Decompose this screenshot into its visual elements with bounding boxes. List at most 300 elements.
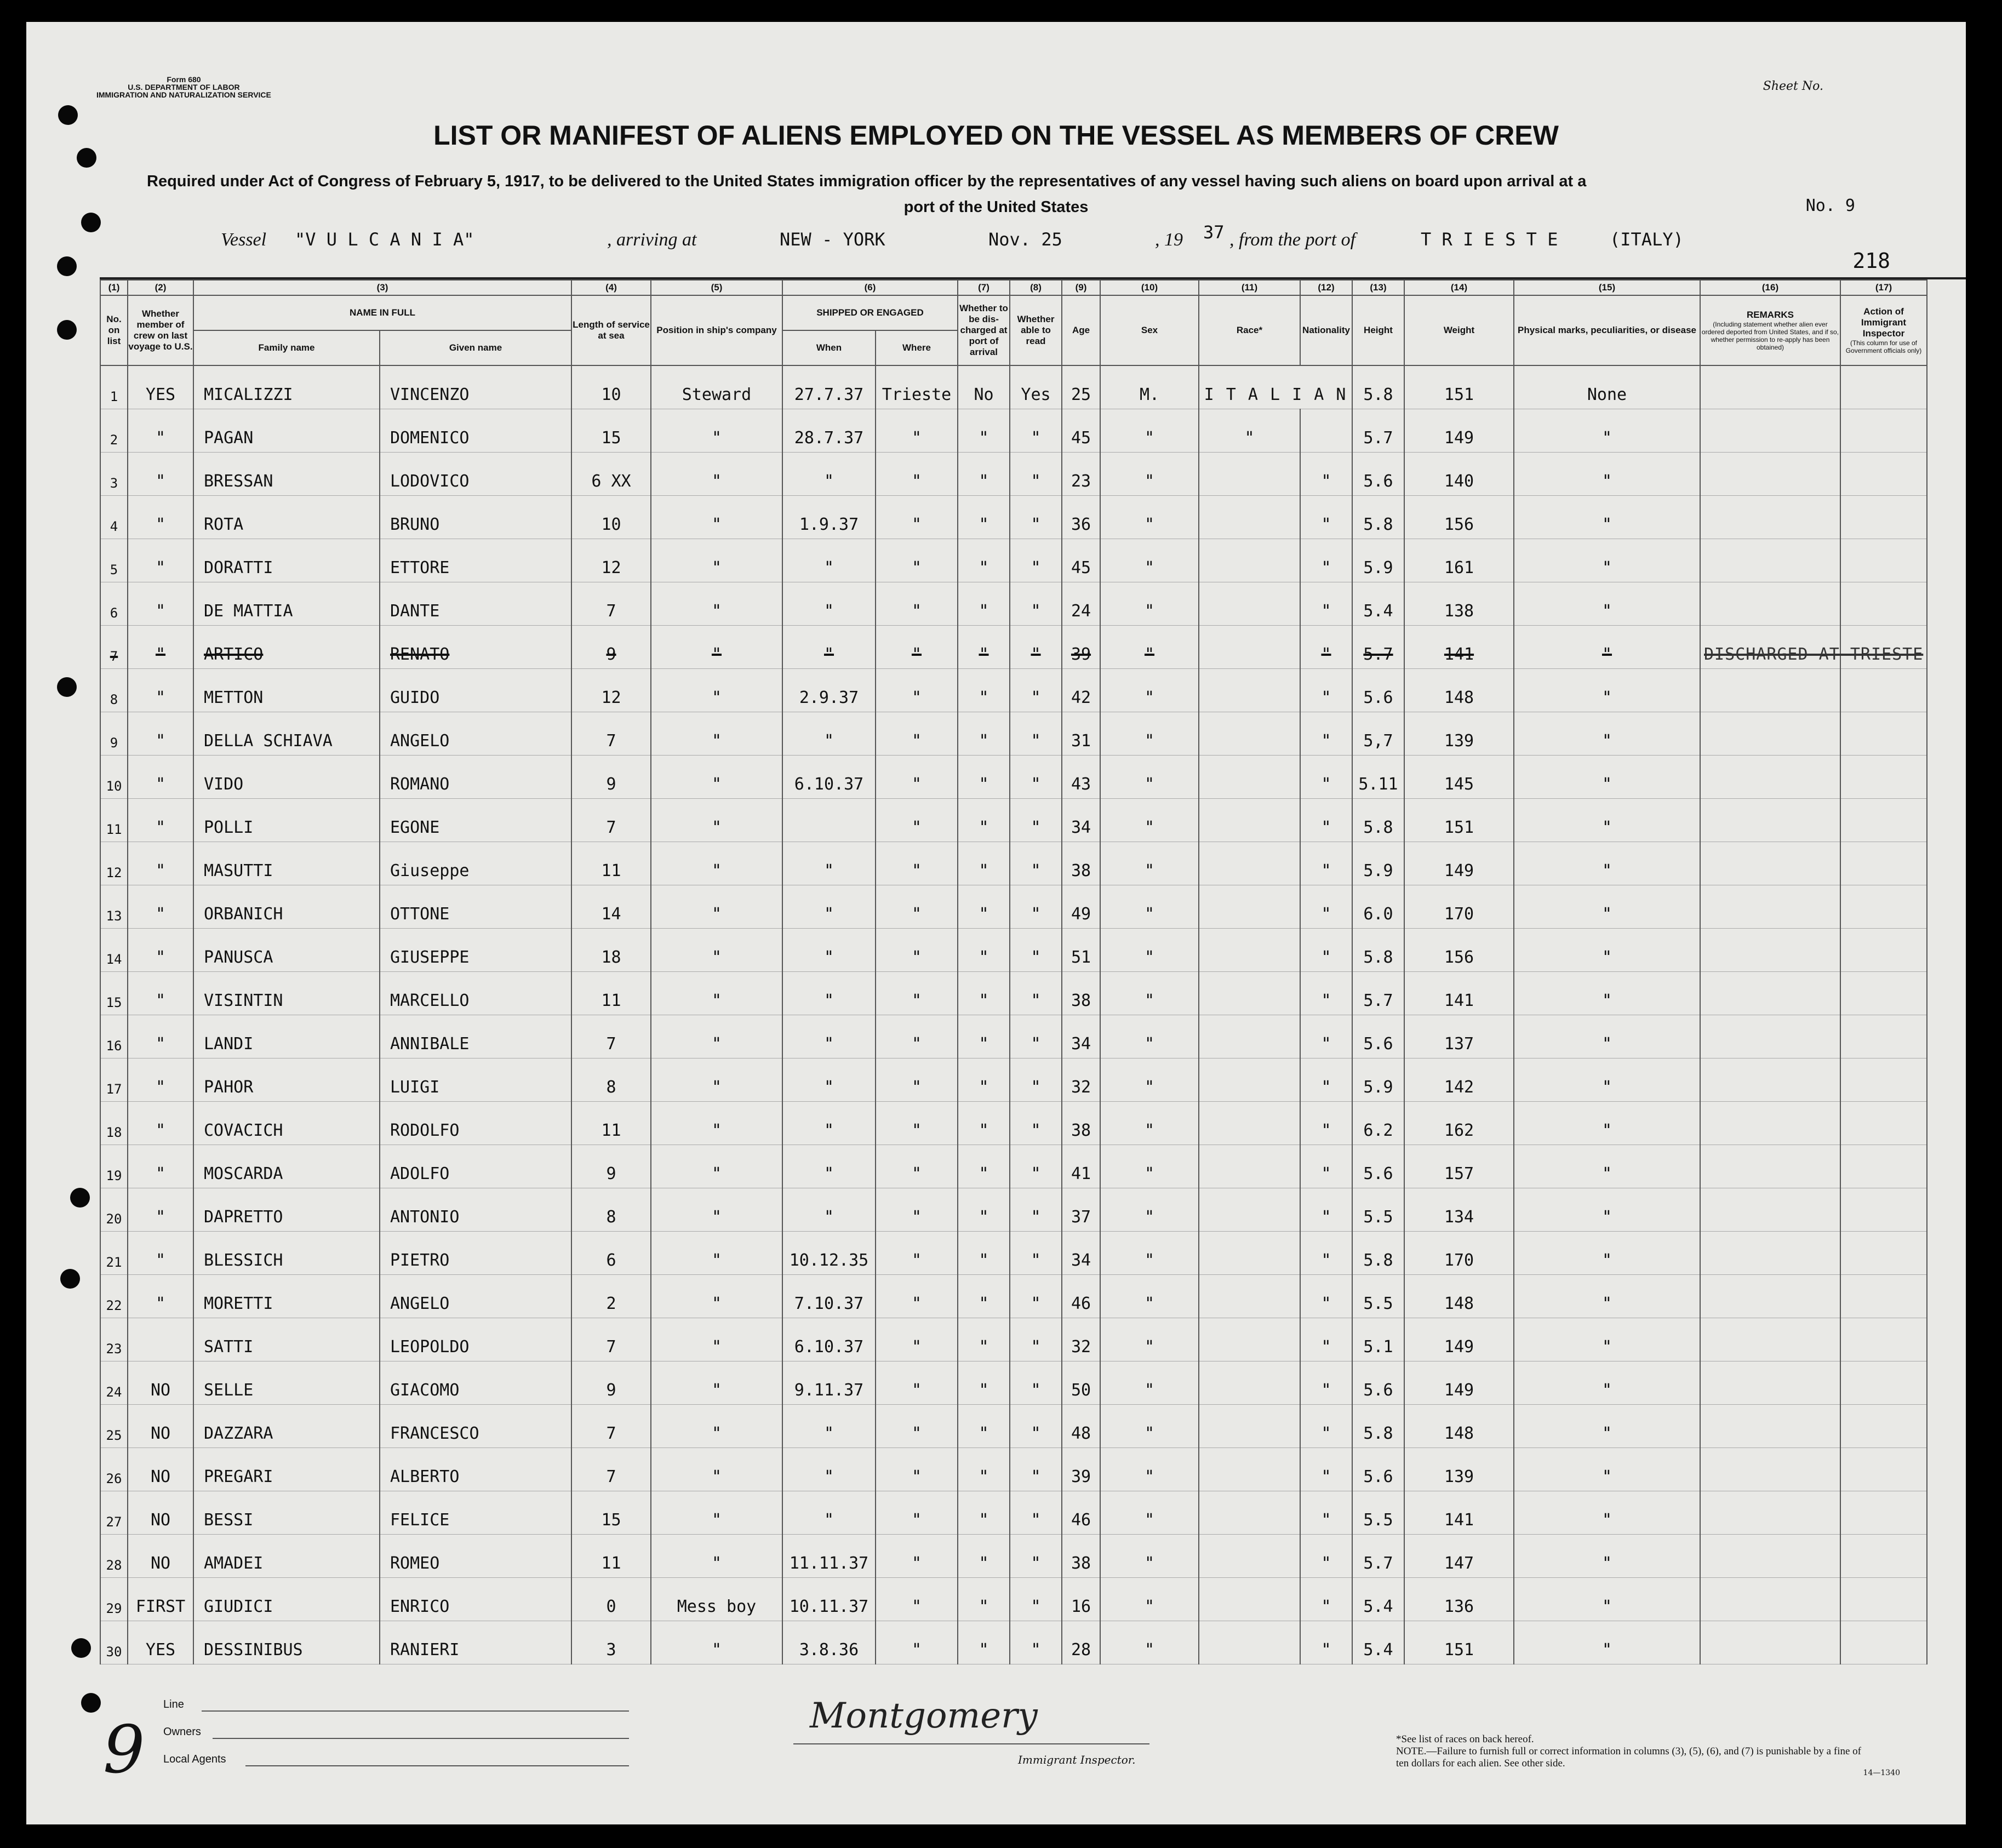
cell-position: " [651, 1015, 782, 1059]
cell-able-to-read: " [1010, 885, 1062, 929]
cell-sex: " [1100, 1318, 1199, 1361]
col-given-name: Given name [380, 330, 571, 365]
cell-physical-marks: " [1514, 1275, 1700, 1318]
cell-position: " [651, 1448, 782, 1491]
cell-previous-voyage: NO [128, 1491, 193, 1535]
cell-shipped-where: " [876, 1448, 958, 1491]
cell-position: " [651, 539, 782, 582]
cell-height: 5.7 [1352, 1535, 1404, 1578]
cell-weight: 151 [1404, 799, 1514, 842]
cell-given-name: FELICE [380, 1491, 571, 1535]
cell-position: " [651, 409, 782, 453]
cell-family-name: MICALIZZI [193, 365, 380, 409]
cell-position: " [651, 929, 782, 972]
cell-shipped-when: " [782, 1145, 876, 1188]
cell-race [1199, 669, 1300, 712]
col-sex: Sex [1100, 295, 1199, 365]
cell-family-name: PAHOR [193, 1059, 380, 1102]
cell-position: " [651, 1059, 782, 1102]
cell-discharged: " [958, 799, 1010, 842]
cell-height: 5.6 [1352, 669, 1404, 712]
cell-previous-voyage: NO [128, 1535, 193, 1578]
cell-inspector-action [1840, 1102, 1927, 1145]
cell-service-length: 7 [571, 1318, 651, 1361]
cell-discharged: " [958, 409, 1010, 453]
cell-shipped-where: Trieste [876, 365, 958, 409]
binder-hole [57, 320, 77, 340]
cell-nationality: " [1300, 669, 1352, 712]
cell-able-to-read: " [1010, 1405, 1062, 1448]
cell-able-to-read: " [1010, 1232, 1062, 1275]
cell-previous-voyage: " [128, 669, 193, 712]
cell-able-to-read: " [1010, 1188, 1062, 1232]
col-nationality: Nationality [1300, 295, 1352, 365]
cell-inspector-action [1840, 1145, 1927, 1188]
cell-inspector-action [1840, 539, 1927, 582]
cell-nationality: " [1300, 1448, 1352, 1491]
cell-remarks [1700, 972, 1840, 1015]
cell-physical-marks: " [1514, 1059, 1700, 1102]
cell-weight: 139 [1404, 1448, 1514, 1491]
cell-able-to-read: " [1010, 669, 1062, 712]
department: U.S. DEPARTMENT OF LABOR [128, 83, 240, 91]
cell-previous-voyage: " [128, 799, 193, 842]
cell-remarks [1700, 842, 1840, 885]
cell-height: 5.8 [1352, 365, 1404, 409]
cell-family-name: VISINTIN [193, 972, 380, 1015]
remarks-label: REMARKS [1747, 310, 1794, 320]
cell-able-to-read: " [1010, 929, 1062, 972]
binder-hole [57, 256, 77, 276]
cell-inspector-action [1840, 842, 1927, 885]
cell-able-to-read: " [1010, 1621, 1062, 1664]
cell-service-length: 18 [571, 929, 651, 972]
cell-physical-marks: " [1514, 626, 1700, 669]
cell-discharged: " [958, 1059, 1010, 1102]
cell-service-length: 7 [571, 799, 651, 842]
cell-row-number: 3 [100, 453, 128, 496]
cell-sex: " [1100, 582, 1199, 626]
cell-service-length: 11 [571, 1535, 651, 1578]
cell-height: 5.6 [1352, 1448, 1404, 1491]
cell-sex: " [1100, 1059, 1199, 1102]
cell-nationality: " [1300, 626, 1352, 669]
cell-height: 5.5 [1352, 1491, 1404, 1535]
cell-discharged: " [958, 453, 1010, 496]
cell-sex: " [1100, 1361, 1199, 1405]
cell-inspector-action [1840, 885, 1927, 929]
cell-able-to-read: " [1010, 496, 1062, 539]
cell-physical-marks: " [1514, 1015, 1700, 1059]
cell-row-number: 7 [100, 626, 128, 669]
col-age: Age [1062, 295, 1100, 365]
cell-sex: " [1100, 453, 1199, 496]
arriving-port: NEW - YORK [780, 229, 885, 250]
cell-service-length: 10 [571, 496, 651, 539]
cell-race [1199, 756, 1300, 799]
cell-discharged: " [958, 1491, 1010, 1535]
cell-discharged: " [958, 582, 1010, 626]
cell-service-length: 3 [571, 1621, 651, 1664]
cell-family-name: MOSCARDA [193, 1145, 380, 1188]
col-service-length: Length of service at sea [571, 295, 651, 365]
cell-shipped-when: " [782, 539, 876, 582]
cell-able-to-read: " [1010, 972, 1062, 1015]
local-agents-label: Local Agents [163, 1753, 226, 1765]
cell-family-name: LANDI [193, 1015, 380, 1059]
cell-shipped-when: " [782, 972, 876, 1015]
cell-inspector-action [1840, 582, 1927, 626]
cell-able-to-read: " [1010, 1275, 1062, 1318]
cell-sex: " [1100, 539, 1199, 582]
cell-race [1199, 582, 1300, 626]
cell-discharged: " [958, 1621, 1010, 1664]
cell-inspector-action [1840, 1015, 1927, 1059]
cell-service-length: 9 [571, 1145, 651, 1188]
cell-discharged: " [958, 1188, 1010, 1232]
cell-age: 39 [1062, 1448, 1100, 1491]
cell-height: 5.11 [1352, 756, 1404, 799]
cell-previous-voyage: " [128, 842, 193, 885]
cell-age: 25 [1062, 365, 1100, 409]
cell-shipped-when: 2.9.37 [782, 669, 876, 712]
cell-weight: 151 [1404, 1621, 1514, 1664]
cell-remarks [1700, 409, 1840, 453]
cell-height: 5.8 [1352, 929, 1404, 972]
cell-shipped-when: " [782, 1405, 876, 1448]
cell-row-number: 13 [100, 885, 128, 929]
cell-discharged: " [958, 972, 1010, 1015]
cell-discharged: " [958, 929, 1010, 972]
cell-family-name: DE MATTIA [193, 582, 380, 626]
cell-inspector-action [1840, 799, 1927, 842]
table-row [100, 972, 1927, 1015]
table-row [100, 453, 1927, 496]
cell-age: 46 [1062, 1491, 1100, 1535]
cell-age: 42 [1062, 669, 1100, 712]
cell-service-length: 15 [571, 1491, 651, 1535]
cell-previous-voyage: " [128, 1145, 193, 1188]
table-row [100, 365, 1927, 409]
cell-age: 38 [1062, 1102, 1100, 1145]
col-position: Position in ship's company [651, 295, 782, 365]
cell-sex: " [1100, 1578, 1199, 1621]
cell-shipped-when: 7.10.37 [782, 1275, 876, 1318]
subtitle-line-2: port of the United States [903, 198, 1089, 216]
cell-previous-voyage: " [128, 539, 193, 582]
cell-weight: 162 [1404, 1102, 1514, 1145]
cell-sex: " [1100, 409, 1199, 453]
cell-nationality: " [1300, 582, 1352, 626]
cell-physical-marks: " [1514, 496, 1700, 539]
from-label: , from the port of [1229, 230, 1356, 250]
manifest-sheet [26, 22, 1966, 1824]
cell-position: " [651, 1188, 782, 1232]
col-height: Height [1352, 295, 1404, 365]
col-15-number: (15) [1514, 280, 1700, 295]
cell-sex: " [1100, 1188, 1199, 1232]
cell-row-number: 1 [100, 365, 128, 409]
cell-family-name: DESSINIBUS [193, 1621, 380, 1664]
cell-race [1199, 539, 1300, 582]
cell-row-number: 24 [100, 1361, 128, 1405]
cell-given-name: GIUSEPPE [380, 929, 571, 972]
cell-discharged: " [958, 539, 1010, 582]
cell-given-name: LUIGI [380, 1059, 571, 1102]
cell-race [1199, 1015, 1300, 1059]
cell-previous-voyage: " [128, 756, 193, 799]
cell-discharged: " [958, 885, 1010, 929]
cell-height: 5.6 [1352, 1145, 1404, 1188]
binder-hole [57, 677, 77, 697]
cell-service-length: 9 [571, 756, 651, 799]
cell-position: " [651, 1275, 782, 1318]
cell-age: 46 [1062, 1275, 1100, 1318]
cell-remarks [1700, 1535, 1840, 1578]
cell-age: 16 [1062, 1578, 1100, 1621]
form-code: 14—1340 [1863, 1769, 1900, 1777]
cell-position: " [651, 1361, 782, 1405]
cell-race [1199, 1232, 1300, 1275]
col-13-number: (13) [1352, 280, 1404, 295]
cell-able-to-read: " [1010, 1535, 1062, 1578]
line-label: Line [163, 1698, 184, 1710]
cell-family-name: COVACICH [193, 1102, 380, 1145]
cell-shipped-when [782, 799, 876, 842]
cell-race: " [1199, 409, 1300, 453]
cell-height: 5.4 [1352, 1621, 1404, 1664]
cell-physical-marks: " [1514, 1448, 1700, 1491]
cell-weight: 139 [1404, 712, 1514, 756]
cell-given-name: FRANCESCO [380, 1405, 571, 1448]
cell-weight: 138 [1404, 582, 1514, 626]
cell-nationality: " [1300, 756, 1352, 799]
cell-nationality: " [1300, 1621, 1352, 1664]
cell-row-number: 19 [100, 1145, 128, 1188]
cell-physical-marks: " [1514, 799, 1700, 842]
cell-given-name: ALBERTO [380, 1448, 571, 1491]
cell-shipped-when: " [782, 1188, 876, 1232]
cell-inspector-action [1840, 1405, 1927, 1448]
cell-remarks [1700, 1188, 1840, 1232]
inspector-signature: Montgomery [810, 1696, 1038, 1736]
cell-sex: " [1100, 1535, 1199, 1578]
cell-row-number: 14 [100, 929, 128, 972]
cell-position: " [651, 1621, 782, 1664]
cell-weight: 161 [1404, 539, 1514, 582]
from-country: (ITALY) [1610, 229, 1684, 250]
cell-given-name: ROMANO [380, 756, 571, 799]
cell-age: 24 [1062, 582, 1100, 626]
cell-given-name: ENRICO [380, 1578, 571, 1621]
cell-shipped-where: " [876, 453, 958, 496]
cell-row-number: 10 [100, 756, 128, 799]
table-row [100, 669, 1927, 712]
cell-discharged: " [958, 626, 1010, 669]
cell-remarks [1700, 1318, 1840, 1361]
races-note: *See list of races on back hereof. [1396, 1733, 1534, 1745]
cell-inspector-action [1840, 1059, 1927, 1102]
cell-position: " [651, 799, 782, 842]
signature-line [793, 1743, 1149, 1744]
cell-weight: 142 [1404, 1059, 1514, 1102]
cell-discharged: No [958, 365, 1010, 409]
cell-row-number: 25 [100, 1405, 128, 1448]
cell-shipped-where: " [876, 496, 958, 539]
cell-physical-marks: " [1514, 1102, 1700, 1145]
cell-shipped-when: " [782, 712, 876, 756]
cell-inspector-action [1840, 1275, 1927, 1318]
cell-shipped-where: " [876, 1145, 958, 1188]
table-row [100, 409, 1927, 453]
cell-given-name: Giuseppe [380, 842, 571, 885]
cell-able-to-read: " [1010, 626, 1062, 669]
cell-family-name: BLESSICH [193, 1232, 380, 1275]
cell-position: " [651, 496, 782, 539]
cell-position: " [651, 1491, 782, 1535]
cell-discharged: " [958, 1232, 1010, 1275]
cell-shipped-when: " [782, 1015, 876, 1059]
cell-family-name: DELLA SCHIAVA [193, 712, 380, 756]
cell-race [1199, 1059, 1300, 1102]
cell-weight: 148 [1404, 1275, 1514, 1318]
cell-nationality: " [1300, 885, 1352, 929]
vessel-name: "V U L C A N I A" [295, 229, 474, 250]
cell-given-name: LEOPOLDO [380, 1318, 571, 1361]
cell-age: 38 [1062, 1535, 1100, 1578]
cell-able-to-read: " [1010, 1145, 1062, 1188]
cell-sex: " [1100, 712, 1199, 756]
cell-weight: 148 [1404, 1405, 1514, 1448]
col-weight: Weight [1404, 295, 1514, 365]
cell-age: 45 [1062, 409, 1100, 453]
arrival-year: 37 [1203, 222, 1225, 243]
cell-sex: " [1100, 1145, 1199, 1188]
cell-inspector-action [1840, 756, 1927, 799]
cell-remarks [1700, 885, 1840, 929]
cell-family-name: AMADEI [193, 1535, 380, 1578]
cell-able-to-read: " [1010, 1318, 1062, 1361]
cell-family-name: PANUSCA [193, 929, 380, 972]
cell-inspector-action [1840, 1318, 1927, 1361]
cell-position: " [651, 1232, 782, 1275]
cell-sex: " [1100, 1448, 1199, 1491]
cell-row-number: 20 [100, 1188, 128, 1232]
cell-sex: " [1100, 885, 1199, 929]
cell-nationality: " [1300, 1059, 1352, 1102]
cell-given-name: MARCELLO [380, 972, 571, 1015]
cell-age: 51 [1062, 929, 1100, 972]
cell-physical-marks: " [1514, 1318, 1700, 1361]
cell-service-length: 7 [571, 1405, 651, 1448]
cell-row-number: 12 [100, 842, 128, 885]
cell-sex: " [1100, 1232, 1199, 1275]
cell-shipped-where: " [876, 842, 958, 885]
cell-previous-voyage [128, 1318, 193, 1361]
cell-shipped-when: 10.12.35 [782, 1232, 876, 1275]
cell-position: " [651, 885, 782, 929]
cell-able-to-read: " [1010, 1491, 1062, 1535]
cell-remarks [1700, 1361, 1840, 1405]
table-row [100, 1232, 1927, 1275]
local-agents-field [245, 1765, 629, 1766]
cell-physical-marks: " [1514, 1491, 1700, 1535]
cell-previous-voyage: " [128, 1102, 193, 1145]
col-1-number: (1) [100, 280, 128, 295]
cell-age: 43 [1062, 756, 1100, 799]
cell-physical-marks: " [1514, 1188, 1700, 1232]
cell-inspector-action [1840, 1188, 1927, 1232]
cell-family-name: MASUTTI [193, 842, 380, 885]
cell-family-name: DORATTI [193, 539, 380, 582]
cell-inspector-action [1840, 1361, 1927, 1405]
cell-physical-marks: " [1514, 1535, 1700, 1578]
cell-weight: 141 [1404, 626, 1514, 669]
cell-shipped-where: " [876, 1621, 958, 1664]
cell-height: 5.6 [1352, 1015, 1404, 1059]
cell-row-number: 29 [100, 1578, 128, 1621]
cell-row-number: 4 [100, 496, 128, 539]
cell-age: 34 [1062, 1015, 1100, 1059]
cell-discharged: " [958, 1102, 1010, 1145]
cell-position: Steward [651, 365, 782, 409]
cell-service-length: 2 [571, 1275, 651, 1318]
cell-shipped-when: " [782, 626, 876, 669]
cell-discharged: " [958, 1318, 1010, 1361]
cell-inspector-action [1840, 1578, 1927, 1621]
cell-discharged: " [958, 669, 1010, 712]
binder-hole [71, 1638, 91, 1658]
page-title: LIST OR MANIFEST OF ALIENS EMPLOYED ON THE VESSEL AS MEMBERS OF CREW [433, 120, 1559, 151]
sheet-number-label: Sheet No. [1763, 79, 1823, 93]
cell-shipped-where: " [876, 1102, 958, 1145]
cell-family-name: METTON [193, 669, 380, 712]
cell-inspector-action [1840, 1535, 1927, 1578]
cell-remarks [1700, 1491, 1840, 1535]
cell-weight: 136 [1404, 1578, 1514, 1621]
cell-service-length: 7 [571, 582, 651, 626]
col-17-number: (17) [1840, 280, 1927, 295]
cell-race [1199, 1318, 1300, 1361]
cell-age: 31 [1062, 712, 1100, 756]
cell-nationality: " [1300, 453, 1352, 496]
cell-previous-voyage: " [128, 582, 193, 626]
line-field [202, 1710, 629, 1712]
cell-height: 5.4 [1352, 1578, 1404, 1621]
col-family-name: Family name [193, 330, 380, 365]
cell-shipped-when: 9.11.37 [782, 1361, 876, 1405]
footnotes [1396, 1733, 1867, 1770]
cell-weight: 151 [1404, 365, 1514, 409]
cell-service-length: 10 [571, 365, 651, 409]
cell-row-number: 28 [100, 1535, 128, 1578]
arrival-date: Nov. 25 [988, 229, 1062, 250]
cell-height: 5.9 [1352, 842, 1404, 885]
col-physical-marks: Physical marks, peculiarities, or disease [1514, 295, 1700, 365]
col-when: When [782, 330, 876, 365]
cell-physical-marks: " [1514, 409, 1700, 453]
cell-previous-voyage: YES [128, 365, 193, 409]
cell-given-name: DANTE [380, 582, 571, 626]
cell-able-to-read: Yes [1010, 365, 1062, 409]
table-row [100, 885, 1927, 929]
cell-race [1199, 496, 1300, 539]
cell-height: 6.2 [1352, 1102, 1404, 1145]
col-5-number: (5) [651, 280, 782, 295]
cell-inspector-action [1840, 929, 1927, 972]
cell-remarks [1700, 756, 1840, 799]
table-row [100, 756, 1927, 799]
